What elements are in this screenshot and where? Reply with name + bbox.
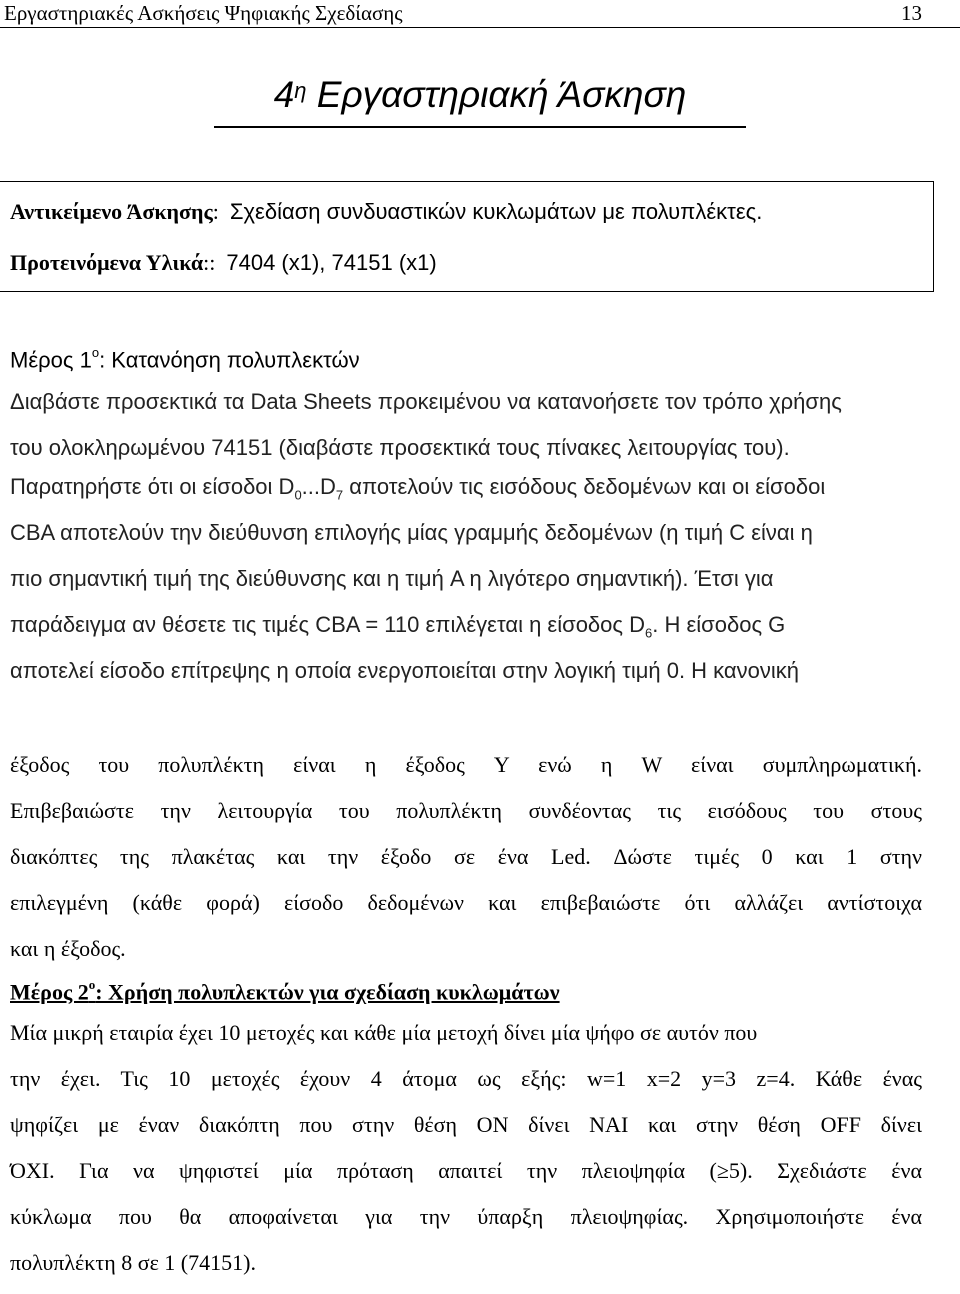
paragraph-line: CBA αποτελούν την διεύθυνση επιλογής μίας γραμμής δεδομένων (η τιμή C είναι η: [10, 520, 813, 545]
paragraph-line: αποτελεί είσοδο επίτρεψης η οποία ενεργοποιείται στην λογική τιμή 0. Η κανονική: [10, 658, 799, 683]
exercise-number: 4: [273, 74, 295, 115]
paragraph-line: πολυπλέκτη 8 σε 1 (74151).: [10, 1250, 256, 1275]
part1-heading-pre: Μέρος 1: [10, 347, 92, 373]
exercise-title-text: [214, 70, 747, 128]
info-box: [0, 181, 934, 292]
exercise-number-sup: η: [294, 78, 307, 103]
paragraph-line: Μία μικρή εταιρία έχει 10 μετοχές και κάθε μία μετοχή δίνει μία ψήφο σε αυτόν που: [10, 1020, 758, 1045]
materials-value: 7404 (x1), 74151 (x1): [226, 250, 437, 275]
objective-line: [10, 197, 762, 227]
paragraph-line: ΌΧΙ. Για να ψηφιστεί μία πρόταση απαιτεί την πλειοψηφία (≥5). Σχεδιάστε ένα: [10, 1158, 922, 1183]
exercise-title-label: Εργαστηριακή Άσκηση: [316, 74, 687, 115]
paragraph-line: Επιβεβαιώστε την λειτουργία του πολυπλέκτη συνδέοντας τις εισόδους του στους: [10, 798, 922, 823]
paragraph-line: επιλεγμένη (κάθε φορά) είσοδο δεδομένων και επιβεβαιώστε ότι αλλάζει αντίστοιχα: [10, 890, 922, 915]
paragraph-line: [10, 472, 922, 518]
subscript: 0: [294, 487, 302, 503]
paragraph-line: ψηφίζει με έναν διακόπτη που στην θέση ON δίνει ΝΑΙ και στην θέση OFF δίνει: [10, 1112, 922, 1137]
part2-heading: [10, 972, 560, 1007]
paragraph-line: πιο σημαντική τιμή της διεύθυνσης και η τιμή A η λιγότερο σημαντική). Έτσι για: [10, 566, 774, 591]
paragraph-line: έξοδος του πολυπλέκτη είναι η έξοδος Y ενώ η W είναι συμπληρωματική.: [10, 752, 922, 777]
text-run: αποτελούν τις εισόδους δεδομένων και οι είσοδοι: [343, 474, 826, 499]
paragraph-line: του ολοκληρωμένου 74151 (διαβάστε προσεκτικά τους πίνακες λειτουργίας του).: [10, 435, 790, 460]
paragraph-line: και η έξοδος.: [10, 936, 126, 961]
paragraph-line: διακόπτες της πλακέτας και την έξοδο σε ένα Led. Δώστε τιμές 0 και 1 στην: [10, 844, 922, 869]
part1-heading-post: : Κατανόηση πολυπλεκτών: [99, 347, 360, 373]
part2-body: [10, 1018, 922, 1294]
text-run: ...D: [301, 474, 336, 499]
paragraph-line: [10, 610, 922, 656]
materials-label: Προτεινόμενα Υλικά: [10, 250, 204, 275]
page-header: [0, 0, 960, 28]
part2-heading-sup: ο: [88, 977, 96, 992]
paragraph-line: την έχει. Τις 10 μετοχές έχουν 4 άτομα ως εξής: w=1 x=2 y=3 z=4. Κάθε ένας: [10, 1066, 922, 1091]
part1-intro: [10, 387, 922, 479]
part1-body: [10, 472, 922, 702]
paragraph-line: κύκλωμα που θα αποφαίνεται για την ύπαρξη πλειοψηφίας. Χρησιμοποιήστε ένα: [10, 1204, 922, 1229]
part1-heading: [10, 340, 360, 375]
subscript: 6: [645, 625, 653, 641]
objective-sep: :: [212, 199, 219, 224]
subscript: 7: [335, 487, 344, 503]
page-number: 13: [901, 1, 922, 25]
text-run: παράδειγμα αν θέσετε τις τιμές CBA = 110 επιλέγεται η είσοδος D: [10, 612, 646, 637]
part1-heading-sup: ο: [91, 345, 100, 360]
part2-heading-post: : Χρήση πολυπλεκτών για σχεδίαση κυκλωμάτων: [95, 979, 560, 1005]
header-title: Εργαστηριακές Ασκήσεις Ψηφιακής Σχεδίασης: [4, 1, 403, 25]
objective-value: Σχεδίαση συνδυαστικών κυκλωμάτων με πολυπλέκτες.: [229, 199, 763, 224]
text-run: . Η είσοδος G: [652, 612, 786, 637]
objective-label: Αντικείμενο Άσκησης: [10, 199, 213, 224]
materials-sep: ::: [203, 250, 216, 275]
paragraph-line: Διαβάστε προσεκτικά τα Data Sheets προκειμένου να κατανοήσετε τον τρόπο χρήσης: [10, 389, 842, 414]
materials-line: [10, 248, 437, 278]
part1-body-serif: [10, 750, 922, 980]
text-run: Παρατηρήστε ότι οι είσοδοι D: [10, 474, 295, 499]
exercise-title: [0, 70, 960, 128]
part2-heading-pre: Μέρος 2: [10, 979, 89, 1005]
